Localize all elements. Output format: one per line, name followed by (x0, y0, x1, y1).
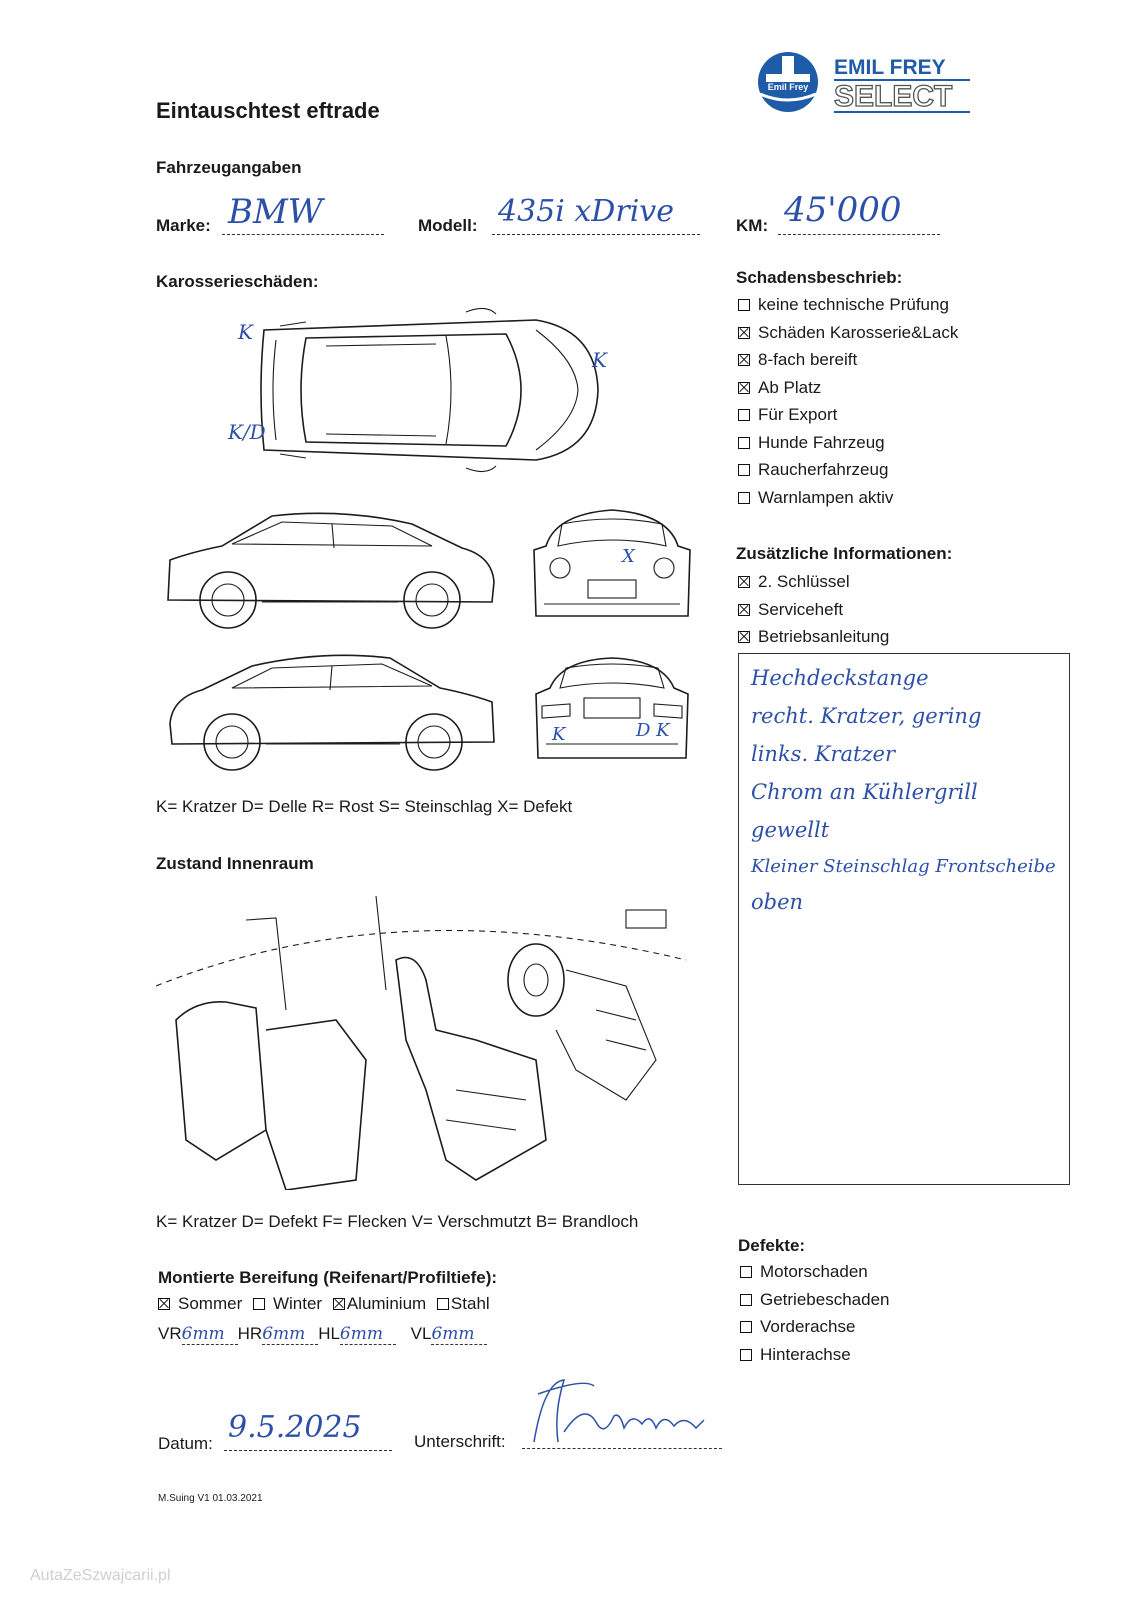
info-item[interactable] (738, 600, 889, 628)
checkbox-icon[interactable] (253, 1298, 265, 1310)
tire-depths-row (158, 1324, 487, 1345)
top-view-mark-3: K (592, 348, 607, 372)
make-line (222, 234, 384, 235)
tire-depth-label: VR (158, 1324, 182, 1343)
tire-depth-label: VL (410, 1324, 432, 1343)
car-rear-view-diagram (526, 654, 698, 778)
signature-label: Unterschrift: (414, 1432, 506, 1451)
checkbox-icon[interactable] (738, 464, 750, 476)
interior-heading: Zustand Innenraum (156, 854, 314, 873)
rear-view-mark-left: K (552, 724, 566, 745)
checked-checkbox-icon[interactable] (738, 327, 750, 339)
checkbox-icon[interactable] (738, 409, 750, 421)
info-item[interactable] (738, 627, 889, 655)
logo-emblem-text: Emil Frey (767, 82, 809, 92)
damage-item-label: Hunde Fahrzeug (758, 432, 885, 452)
note-line: recht. Kratzer, gering (751, 704, 982, 728)
info-item[interactable] (738, 572, 889, 600)
defect-item[interactable] (740, 1290, 889, 1318)
defect-item[interactable] (740, 1262, 889, 1290)
top-view-mark-2: K/D (228, 420, 266, 444)
checkbox-icon[interactable] (740, 1266, 752, 1278)
model-label: Modell: (418, 216, 478, 235)
front-view-mark: X (622, 546, 635, 567)
damage-item[interactable] (738, 350, 958, 378)
checked-checkbox-icon[interactable] (738, 354, 750, 366)
damage-item[interactable] (738, 488, 958, 516)
defect-item[interactable] (740, 1317, 889, 1345)
defects-list (740, 1262, 889, 1372)
note-line: oben (751, 890, 804, 914)
note-line: Hechdeckstange (751, 666, 929, 690)
defect-item-label: Hinterachse (760, 1344, 851, 1364)
model-value: 435i xDrive (498, 194, 675, 229)
date-label: Datum: (158, 1434, 213, 1453)
defect-item[interactable] (740, 1345, 889, 1373)
car-side-view-left-diagram (162, 650, 502, 774)
checkbox-icon[interactable] (738, 299, 750, 311)
damage-item[interactable] (738, 433, 958, 461)
tire-option-label: Aluminium (346, 1294, 427, 1313)
form-title: Eintauschtest eftrade (156, 98, 380, 123)
vehicle-section-heading: Fahrzeugangaben (156, 158, 302, 177)
date-value: 9.5.2025 (228, 1410, 362, 1445)
tire-depth-label: HL (318, 1324, 340, 1343)
tire-depth-value: 6mm (340, 1324, 396, 1345)
damage-item-label: keine technische Prüfung (758, 295, 949, 314)
tire-type-options (158, 1294, 490, 1314)
checked-checkbox-icon[interactable] (738, 576, 750, 588)
damage-description-list (738, 295, 958, 515)
make-label: Marke: (156, 216, 211, 235)
emil-frey-logo (752, 44, 972, 120)
damage-item[interactable] (738, 460, 958, 488)
note-line: Chrom an Kühlergrill (751, 780, 978, 804)
form-version: M.Suing V1 01.03.2021 (158, 1493, 263, 1504)
model-line (492, 234, 700, 235)
checked-checkbox-icon[interactable] (738, 631, 750, 643)
body-damage-legend: K= Kratzer D= Delle R= Rost S= Steinschlag X= Defekt (156, 797, 573, 816)
additional-info-heading: Zusätzliche Informationen: (736, 544, 953, 563)
additional-info-list (738, 572, 889, 655)
damage-item-label: Raucherfahrzeug (758, 460, 889, 479)
damage-item-label: Ab Platz (758, 377, 822, 397)
watermark: AutaZeSzwajcarii.pl (30, 1567, 171, 1584)
checkbox-icon[interactable] (740, 1349, 752, 1361)
checked-checkbox-icon[interactable] (333, 1298, 345, 1310)
tire-depth-label: HR (237, 1324, 263, 1343)
km-value: 45'000 (784, 190, 902, 230)
logo-brand-line2: SELECT (834, 80, 953, 113)
damage-item[interactable] (738, 378, 958, 406)
body-damage-heading: Karosserieschäden: (156, 272, 319, 291)
defect-item-label: Getriebeschaden (760, 1289, 890, 1309)
tire-option-label: Sommer (178, 1294, 243, 1313)
damage-item-label: Für Export (758, 405, 838, 424)
tire-option-label: Stahl (450, 1294, 490, 1313)
car-front-view-diagram (526, 506, 698, 632)
km-line (778, 234, 940, 235)
tire-option-label: Winter (272, 1294, 323, 1313)
tire-depth-value: 6mm (431, 1324, 487, 1345)
interior-legend: K= Kratzer D= Defekt F= Flecken V= Verschmutzt B= Brandloch (156, 1212, 639, 1231)
info-item-label: Serviceheft (758, 599, 844, 619)
checkbox-icon[interactable] (740, 1321, 752, 1333)
logo-brand-line1: EMIL FREY (834, 56, 946, 79)
rear-view-mark-right: D K (636, 720, 670, 741)
notes-box[interactable] (738, 653, 1070, 1185)
damage-description-heading: Schadensbeschrieb: (736, 268, 903, 287)
info-item-label: 2. Schlüssel (758, 572, 850, 591)
make-value: BMW (228, 192, 323, 232)
damage-item[interactable] (738, 295, 958, 323)
interior-diagram (156, 890, 690, 1190)
checked-checkbox-icon[interactable] (738, 382, 750, 394)
damage-item[interactable] (738, 323, 958, 351)
damage-item-label: Warnlampen aktiv (758, 487, 894, 507)
checkbox-icon[interactable] (738, 492, 750, 504)
damage-item[interactable] (738, 405, 958, 433)
note-line: links. Kratzer (751, 742, 896, 766)
note-line: Kleiner Steinschlag Frontscheibe (751, 856, 1056, 877)
car-side-view-right-diagram (162, 510, 502, 630)
info-item-label: Betriebsanleitung (758, 627, 890, 646)
tire-depth-value: 6mm (182, 1324, 238, 1345)
car-top-view-diagram (228, 300, 616, 480)
checked-checkbox-icon[interactable] (158, 1298, 170, 1310)
damage-item-label: Schäden Karosserie&Lack (758, 322, 959, 342)
date-line (224, 1450, 392, 1451)
tires-heading: Montierte Bereifung (Reifenart/Profiltiefe): (158, 1268, 498, 1287)
checkbox-icon[interactable] (740, 1294, 752, 1306)
km-label: KM: (736, 216, 769, 235)
defects-heading: Defekte: (738, 1236, 806, 1255)
tire-depth-value: 6mm (262, 1324, 318, 1345)
checkbox-icon[interactable] (437, 1298, 449, 1310)
note-line: gewellt (751, 818, 830, 842)
defect-item-label: Motorschaden (760, 1262, 868, 1281)
checkbox-icon[interactable] (738, 437, 750, 449)
checked-checkbox-icon[interactable] (738, 604, 750, 616)
signature-image (524, 1372, 724, 1452)
top-view-mark-1: K (238, 320, 253, 344)
defect-item-label: Vorderachse (760, 1317, 856, 1336)
damage-item-label: 8-fach bereift (758, 350, 858, 369)
